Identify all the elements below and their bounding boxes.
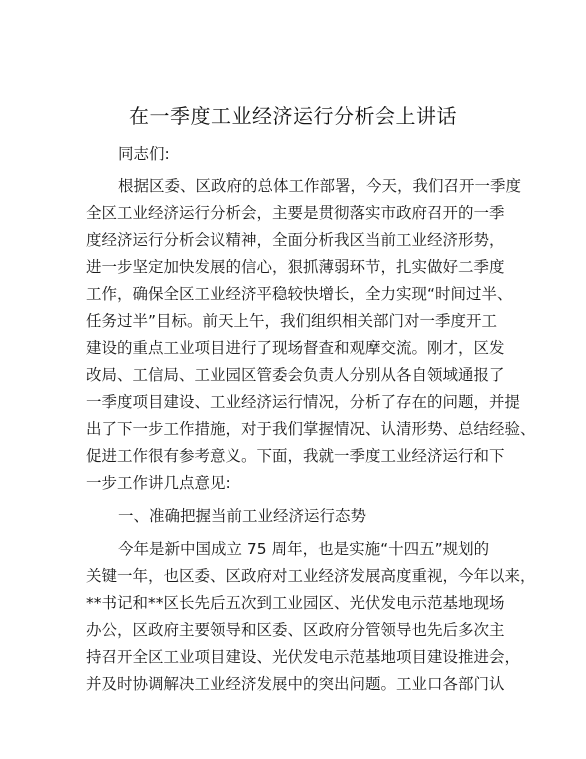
paragraph-1-line: 出了下一步工作措施，对于我们掌握情况、认清形势、总结经验、 (86, 420, 536, 438)
paragraph-1-line: 根据区委、区政府的总体工作部署，今天，我们召开一季度 (118, 177, 522, 195)
paragraph-1-line: 度经济运行分析会议精神，全面分析我区当前工业经济形势， (86, 231, 505, 249)
paragraph-1-line: 促进工作很有参考意义。下面，我就一季度工业经济运行和下 (86, 447, 505, 465)
paragraph-2-line: 持召开全区工业项目建设、光伏发电示范基地项目建设推进会， (86, 648, 521, 666)
paragraph-1-line: 改局、工信局、工业园区管委会负责人分别从各自领域通报了 (86, 366, 505, 384)
paragraph-2-line: 关键一年，也区委、区政府对工业经济发展高度重视，今年以来， (86, 567, 536, 585)
paragraph-2-line: 并及时协调解决工业经济发展中的突出问题。工业口各部门认 (86, 675, 505, 693)
paragraph-2-line: **书记和**区长先后五次到工业园区、光伏发电示范基地现场 (86, 594, 505, 612)
salutation: 同志们: (118, 145, 170, 163)
paragraph-1-line: 工作，确保全区工业经济平稳较快增长，全力实现“时间过半、 (86, 285, 513, 303)
paragraph-1-line: 一步工作讲几点意见: (86, 474, 231, 492)
paragraph-1-line: 建设的重点工业项目进行了现场督查和观摩交流。刚才，区发 (86, 339, 505, 357)
paragraph-1-line: 任务过半”目标。前天上午，我们组织相关部门对一季度开工 (86, 312, 498, 330)
paragraph-1-line: 进一步坚定加快发展的信心，狠抓薄弱环节，扎实做好二季度 (86, 258, 505, 276)
paragraph-1-line: 一季度项目建设、工业经济运行情况，分析了存在的问题，并提 (86, 393, 521, 411)
document-title: 在一季度工业经济运行分析会上讲话 (129, 104, 457, 128)
paragraph-2-line: 今年是新中国成立 75 周年，也是实施“十四五”规划的 (118, 540, 490, 558)
paragraph-1-line: 全区工业经济运行分析会，主要是贯彻落实市政府召开的一季 (86, 204, 505, 222)
section-heading-1: 一、准确把握当前工业经济运行态势 (118, 507, 367, 525)
paragraph-2-line: 办公，区政府主要领导和区委、区政府分管领导也先后多次主 (86, 621, 505, 639)
